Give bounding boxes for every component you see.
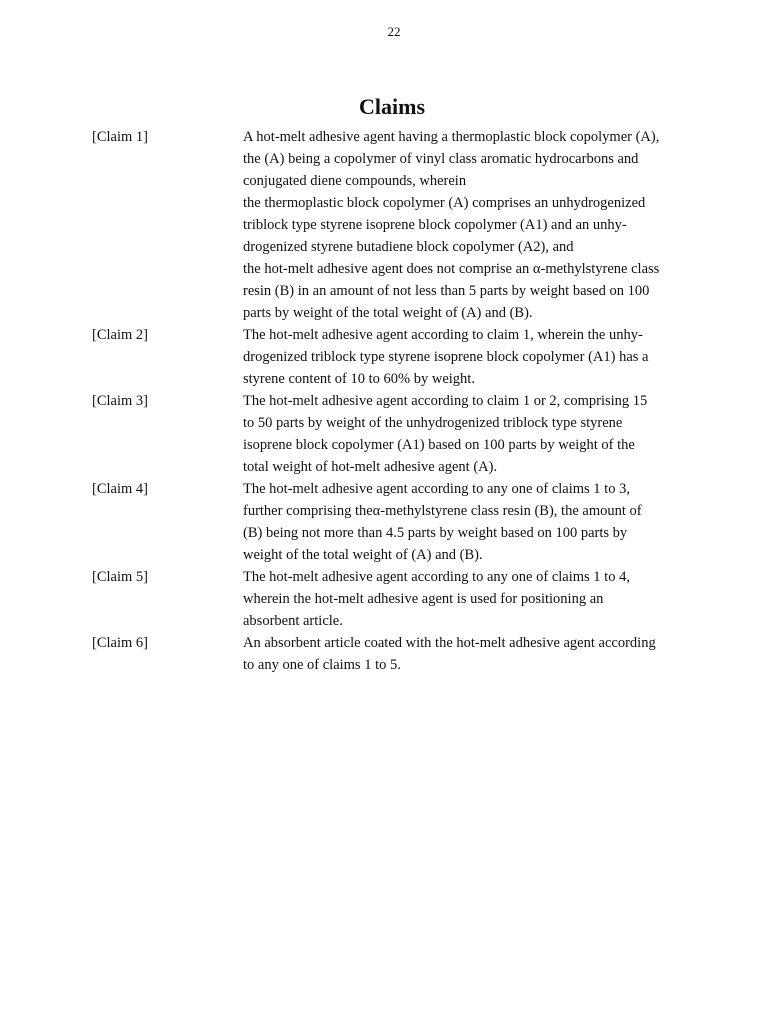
claim-text-line: the (A) being a copolymer of vinyl class aromatic hydrocarbons and	[243, 151, 639, 167]
claim-label: [Claim 6]	[92, 635, 148, 651]
claim-text-line: isoprene block copolymer (A1) based on 100 parts by weight of the	[243, 437, 635, 453]
claim-text-line: resin (B) in an amount of not less than 5 parts by weight based on 100	[243, 283, 650, 299]
claim-text-line: (B) being not more than 4.5 parts by weight based on 100 parts by	[243, 525, 628, 541]
claim-text-line: to 50 parts by weight of the unhydrogenized triblock type styrene	[243, 415, 623, 431]
claim-label: [Claim 1]	[92, 129, 148, 145]
claim-text-line: The hot-melt adhesive agent according to any one of claims 1 to 3,	[243, 481, 630, 497]
claim-label: [Claim 4]	[92, 481, 148, 497]
claim-text	[243, 390, 703, 478]
claim-text	[243, 324, 703, 390]
claim-4	[0, 478, 768, 566]
claim-text-line: drogenized triblock type styrene isoprene block copolymer (A1) has a	[243, 349, 649, 365]
claim-label: [Claim 5]	[92, 569, 148, 585]
claim-text-line: parts by weight of the total weight of (A) and (B).	[243, 305, 533, 321]
claim-text-line: triblock type styrene isoprene block copolymer (A1) and an unhy-	[243, 217, 627, 233]
claim-text-line: styrene content of 10 to 60% by weight.	[243, 371, 475, 387]
claim-text	[243, 126, 703, 324]
claim-text-line: A hot-melt adhesive agent having a thermoplastic block copolymer (A),	[243, 129, 660, 145]
claim-1	[0, 126, 768, 324]
claims-list	[0, 126, 768, 676]
claim-text-line: wherein the hot-melt adhesive agent is used for positioning an	[243, 591, 604, 607]
claim-text-line: weight of the total weight of (A) and (B).	[243, 547, 483, 563]
claim-text-line: drogenized styrene butadiene block copolymer (A2), and	[243, 239, 574, 255]
claim-text-line: the hot-melt adhesive agent does not comprise an α-methylstyrene class	[243, 261, 660, 277]
claim-text-line: to any one of claims 1 to 5.	[243, 657, 401, 673]
claim-label: [Claim 3]	[92, 393, 148, 409]
claim-text-line: absorbent article.	[243, 613, 343, 629]
claim-5	[0, 566, 768, 632]
claim-2	[0, 324, 768, 390]
claim-text	[243, 478, 703, 566]
claim-label: [Claim 2]	[92, 327, 148, 343]
claim-text-line: conjugated diene compounds, wherein	[243, 173, 467, 189]
claim-text-line: The hot-melt adhesive agent according to any one of claims 1 to 4,	[243, 569, 630, 585]
claim-text	[243, 566, 703, 632]
claim-text-line: further comprising theα-methylstyrene class resin (B), the amount of	[243, 503, 642, 519]
page-title: Claims	[359, 94, 425, 119]
claim-text-line: the thermoplastic block copolymer (A) comprises an unhydrogenized	[243, 195, 646, 211]
claim-3	[0, 390, 768, 478]
page-number: 22	[387, 24, 401, 39]
claim-text-line: An absorbent article coated with the hot-melt adhesive agent according	[243, 635, 656, 651]
claim-text	[243, 632, 703, 676]
claim-6	[0, 632, 768, 676]
claim-text-line: The hot-melt adhesive agent according to claim 1 or 2, comprising 15	[243, 393, 648, 409]
claim-text-line: The hot-melt adhesive agent according to claim 1, wherein the unhy-	[243, 327, 643, 343]
claim-text-line: total weight of hot-melt adhesive agent (A).	[243, 459, 498, 475]
